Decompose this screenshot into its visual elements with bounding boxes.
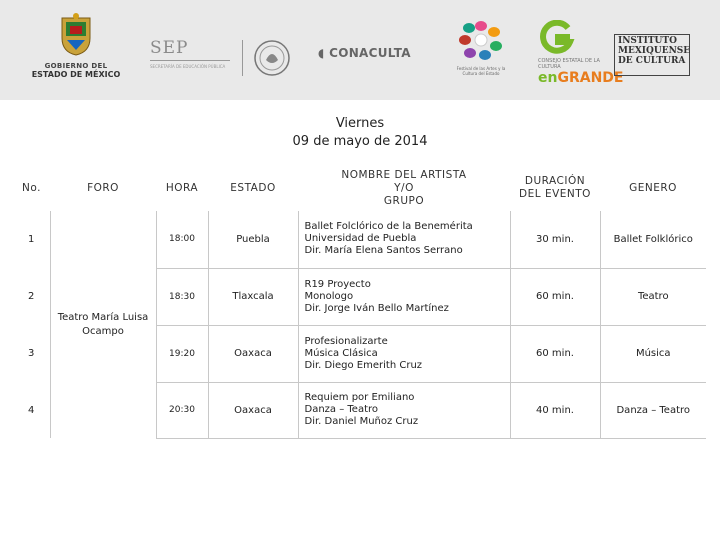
artista-line3: Dir. Diego Emerith Cruz xyxy=(304,359,423,371)
row-no: 1 xyxy=(28,234,35,245)
col-genero-header: GENERO xyxy=(629,182,677,194)
g-letter-icon xyxy=(538,20,576,54)
row-genero: Danza – Teatro xyxy=(600,382,706,438)
row-estado: Puebla xyxy=(208,211,298,268)
row-duracion: 30 min. xyxy=(510,211,600,268)
engrande-caption: CONSEJO ESTATAL DE LA CULTURA xyxy=(538,58,600,70)
instituto-mexiquense-logo xyxy=(614,34,690,76)
artista-header-line2: Y/O xyxy=(394,181,414,194)
sep-subtitle: SECRETARÍA DE EDUCACIÓN PÚBLICA xyxy=(150,64,226,69)
header-banner xyxy=(0,0,720,100)
col-no-header: No. xyxy=(22,182,41,194)
table-row xyxy=(12,211,706,268)
duracion-header-line2: DEL EVENTO xyxy=(519,188,591,200)
artista-line3: Dir. Jorge Iván Bello Martínez xyxy=(304,302,449,314)
imc-line1: INSTITUTO xyxy=(618,36,677,46)
engrande-word-grande: GRANDE xyxy=(557,70,624,86)
col-duracion-header xyxy=(510,165,600,211)
row-hora: 20:30 xyxy=(156,382,208,438)
col-estado-header: ESTADO xyxy=(230,182,276,194)
logo-divider xyxy=(242,40,243,76)
row-no: 4 xyxy=(28,404,35,416)
sep-name: SEP xyxy=(150,38,189,58)
artista-header-line1: NOMBRE DEL ARTISTA xyxy=(341,168,467,181)
sep-rule xyxy=(150,60,230,61)
imc-line3: DE CULTURA xyxy=(618,56,686,66)
event-day: Viernes xyxy=(335,116,385,131)
artista-line3: Dir. Daniel Muñoz Cruz xyxy=(304,416,419,427)
artista-line1: Requiem por Emiliano xyxy=(304,392,415,403)
artista-line1: Ballet Folclórico de la Benemérita xyxy=(304,221,473,233)
row-genero: Teatro xyxy=(600,268,706,325)
artista-line3: Dir. María Elena Santos Serrano xyxy=(304,245,463,257)
artista-header-line3: GRUPO xyxy=(383,194,425,207)
artista-line2: Danza – Teatro xyxy=(304,404,379,415)
sep-logo xyxy=(150,38,240,78)
foro-line2: Ocampo xyxy=(82,325,124,337)
row-no: 3 xyxy=(28,348,35,359)
row-genero: Ballet Folklórico xyxy=(600,211,706,268)
duracion-header-line1: DURACIÓN xyxy=(524,175,586,187)
row-estado: Tlaxcala xyxy=(208,268,298,325)
conaculta-mark-icon: ◖ xyxy=(318,46,325,60)
row-artista xyxy=(298,382,510,438)
artista-line1: R19 Proyecto xyxy=(304,278,371,290)
row-hora: 18:00 xyxy=(156,211,208,268)
escudo-nacional-icon xyxy=(252,38,292,78)
col-foro-header: FORO xyxy=(87,182,119,194)
event-date: 09 de mayo de 2014 xyxy=(292,134,428,149)
table-header-row xyxy=(12,165,706,211)
engrande-logo xyxy=(538,20,624,86)
festival-logo xyxy=(452,18,510,80)
festival-flower-icon xyxy=(452,18,510,62)
imc-line2: MEXIQUENSE xyxy=(618,46,691,56)
artista-line2: Música Clásica xyxy=(304,347,378,359)
schedule-table xyxy=(12,165,706,439)
row-hora: 18:30 xyxy=(156,268,208,325)
row-genero: Música xyxy=(600,325,706,382)
conaculta-logo xyxy=(318,46,411,60)
col-artista-header xyxy=(298,165,510,211)
estado-de-mexico-logo xyxy=(30,12,122,84)
row-duracion: 40 min. xyxy=(510,382,600,438)
row-artista xyxy=(298,268,510,325)
artista-line1: Profesionalizarte xyxy=(304,335,388,347)
row-hora: 19:20 xyxy=(156,325,208,382)
row-duracion: 60 min. xyxy=(510,325,600,382)
artista-line2: Universidad de Puebla xyxy=(304,233,417,245)
row-artista xyxy=(298,325,510,382)
artista-line2: Monologo xyxy=(304,290,354,302)
engrande-word-en: en xyxy=(538,70,558,86)
festival-caption: Festival de las Artes y la Cultura del Estado xyxy=(456,66,506,76)
foro-line1: Teatro María Luisa xyxy=(57,311,149,323)
col-hora-header: HORA xyxy=(165,182,199,194)
foro-cell xyxy=(50,211,156,438)
edomex-line1: GOBIERNO DEL xyxy=(44,62,108,70)
row-estado: Oaxaca xyxy=(208,325,298,382)
edomex-shield-icon xyxy=(58,12,94,56)
row-artista xyxy=(298,211,510,268)
engrande-word xyxy=(538,70,624,86)
row-duracion: 60 min. xyxy=(510,268,600,325)
row-no: 2 xyxy=(28,291,35,302)
conaculta-name: CONACULTA xyxy=(329,46,411,60)
edomex-line2: ESTADO DE MÉXICO xyxy=(31,70,121,79)
row-estado: Oaxaca xyxy=(208,382,298,438)
